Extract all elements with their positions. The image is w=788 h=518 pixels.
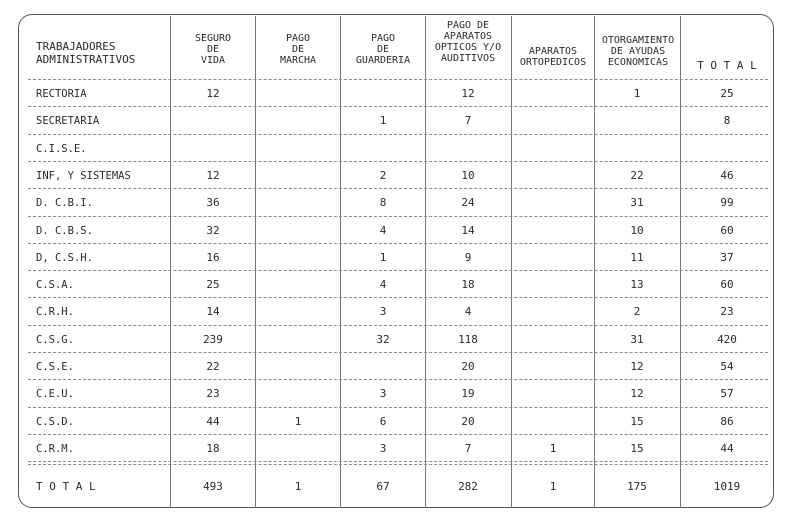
cell-ortopedicos: 1	[549, 441, 557, 455]
row-label: D. C.B.I.	[36, 197, 93, 210]
cell-ayudas: 12	[630, 387, 644, 401]
cell-total: 57	[720, 387, 734, 401]
cell-total: 86	[720, 414, 734, 428]
cell-guarderia: 3	[379, 441, 387, 455]
cell-seguro: 18	[206, 441, 220, 455]
cell-total: 8	[723, 114, 731, 128]
cell-guarderia: 8	[379, 196, 387, 210]
row-divider	[28, 79, 768, 80]
cell-seguro: 12	[206, 168, 220, 182]
cell-ayudas: 13	[630, 278, 644, 292]
row-label: C.R.M.	[36, 442, 74, 455]
row-divider	[28, 464, 768, 465]
cell-ayudas: 2	[633, 305, 641, 319]
cell-seguro: 25	[206, 278, 220, 292]
cell-total: 99	[720, 196, 734, 210]
header-aparatos-ortopedicos: APARATOS ORTOPEDICOS	[519, 46, 587, 68]
cell-seguro: 36	[206, 196, 220, 210]
cell-ortopedicos: 1	[549, 480, 557, 494]
cell-seguro: 12	[206, 87, 220, 100]
cell-ayudas: 10	[630, 223, 644, 237]
row-label: C.S.G.	[36, 333, 74, 346]
header-pago-de-guarderia: PAGO DE GUARDERIA	[355, 33, 411, 66]
cell-seguro: 23	[206, 387, 220, 401]
cell-opticos: 4	[464, 305, 472, 319]
header-aparatos-opticos: PAGO DE APARATOS OPTICOS Y/O AUDITIVOS	[434, 20, 502, 64]
row-label: C.R.H.	[36, 306, 74, 319]
cell-ayudas: 12	[630, 360, 644, 373]
cell-total: 1019	[713, 480, 741, 494]
cell-guarderia: 3	[379, 305, 387, 319]
row-divider	[28, 379, 768, 380]
cell-opticos: 14	[461, 223, 475, 237]
cell-opticos: 19	[461, 387, 475, 401]
row-label: C.E.U.	[36, 388, 74, 401]
cell-total: 60	[720, 223, 734, 237]
cell-seguro: 239	[203, 332, 223, 346]
header-ayudas-economicas: OTORGAMIENTO DE AYUDAS ECONOMICAS	[601, 35, 675, 68]
cell-guarderia: 1	[379, 250, 387, 264]
row-divider	[28, 106, 768, 107]
cell-total: 37	[720, 250, 734, 264]
row-label: C.S.A.	[36, 279, 74, 292]
cell-opticos: 7	[464, 114, 472, 128]
cell-ayudas: 31	[630, 332, 644, 346]
row-divider	[28, 434, 768, 435]
row-label: C.I.S.E.	[36, 142, 87, 155]
cell-guarderia: 3	[379, 387, 387, 401]
cell-ayudas: 175	[627, 480, 647, 494]
cell-total: 23	[720, 305, 734, 319]
cell-guarderia: 1	[379, 114, 387, 128]
row-label: T O T A L	[36, 480, 96, 494]
row-label: D. C.B.S.	[36, 224, 93, 237]
cell-marcha: 1	[294, 414, 302, 428]
cell-total: 25	[720, 87, 734, 100]
row-label: INF, Y SISTEMAS	[36, 169, 131, 182]
cell-seguro: 22	[206, 360, 220, 373]
cell-ayudas: 22	[630, 168, 644, 182]
cell-total: 46	[720, 168, 734, 182]
row-divider	[28, 325, 768, 326]
cell-seguro: 16	[206, 250, 220, 264]
header-total: T O T A L	[697, 59, 757, 72]
cell-opticos: 20	[461, 414, 475, 428]
row-label: C.S.E.	[36, 361, 74, 373]
row-divider	[28, 134, 768, 135]
header-trabajadores: TRABAJADORES ADMINISTRATIVOS	[36, 40, 136, 66]
row-divider	[28, 270, 768, 271]
cell-seguro: 32	[206, 223, 220, 237]
cell-opticos: 10	[461, 168, 475, 182]
cell-opticos: 12	[461, 87, 475, 100]
cell-guarderia: 2	[379, 168, 387, 182]
row-label: C.S.D.	[36, 415, 74, 428]
cell-ayudas: 15	[630, 414, 644, 428]
cell-opticos: 24	[461, 196, 475, 210]
row-label: RECTORIA	[36, 88, 87, 100]
cell-marcha: 1	[294, 480, 302, 494]
header-pago-de-marcha: PAGO DE MARCHA	[279, 33, 317, 66]
row-divider	[28, 461, 768, 462]
cell-opticos: 118	[458, 332, 478, 346]
row-divider	[28, 297, 768, 298]
row-divider	[28, 352, 768, 353]
cell-seguro: 493	[203, 480, 223, 494]
cell-ayudas: 31	[630, 196, 644, 210]
cell-guarderia: 32	[376, 332, 390, 346]
cell-ayudas: 1	[633, 87, 641, 100]
cell-opticos: 282	[458, 480, 478, 494]
row-divider	[28, 243, 768, 244]
cell-seguro: 14	[206, 305, 220, 319]
cell-guarderia: 67	[376, 480, 390, 494]
row-divider	[28, 188, 768, 189]
row-label: SECRETARIA	[36, 115, 100, 128]
row-divider	[28, 407, 768, 408]
cell-opticos: 7	[464, 441, 472, 455]
cell-ayudas: 11	[630, 250, 644, 264]
header-seguro-de-vida: SEGURO DE VIDA	[194, 33, 232, 66]
cell-ayudas: 15	[630, 441, 644, 455]
row-divider	[28, 216, 768, 217]
row-divider	[28, 161, 768, 162]
cell-total: 60	[720, 278, 734, 292]
cell-opticos: 18	[461, 278, 475, 292]
cell-guarderia: 4	[379, 278, 387, 292]
cell-total: 54	[720, 360, 734, 373]
cell-seguro: 44	[206, 414, 220, 428]
cell-opticos: 20	[461, 360, 475, 373]
cell-opticos: 9	[464, 250, 472, 264]
cell-guarderia: 6	[379, 414, 387, 428]
cell-total: 420	[717, 332, 737, 346]
cell-total: 44	[720, 441, 734, 455]
cell-guarderia: 4	[379, 223, 387, 237]
row-label: D, C.S.H.	[36, 251, 93, 264]
